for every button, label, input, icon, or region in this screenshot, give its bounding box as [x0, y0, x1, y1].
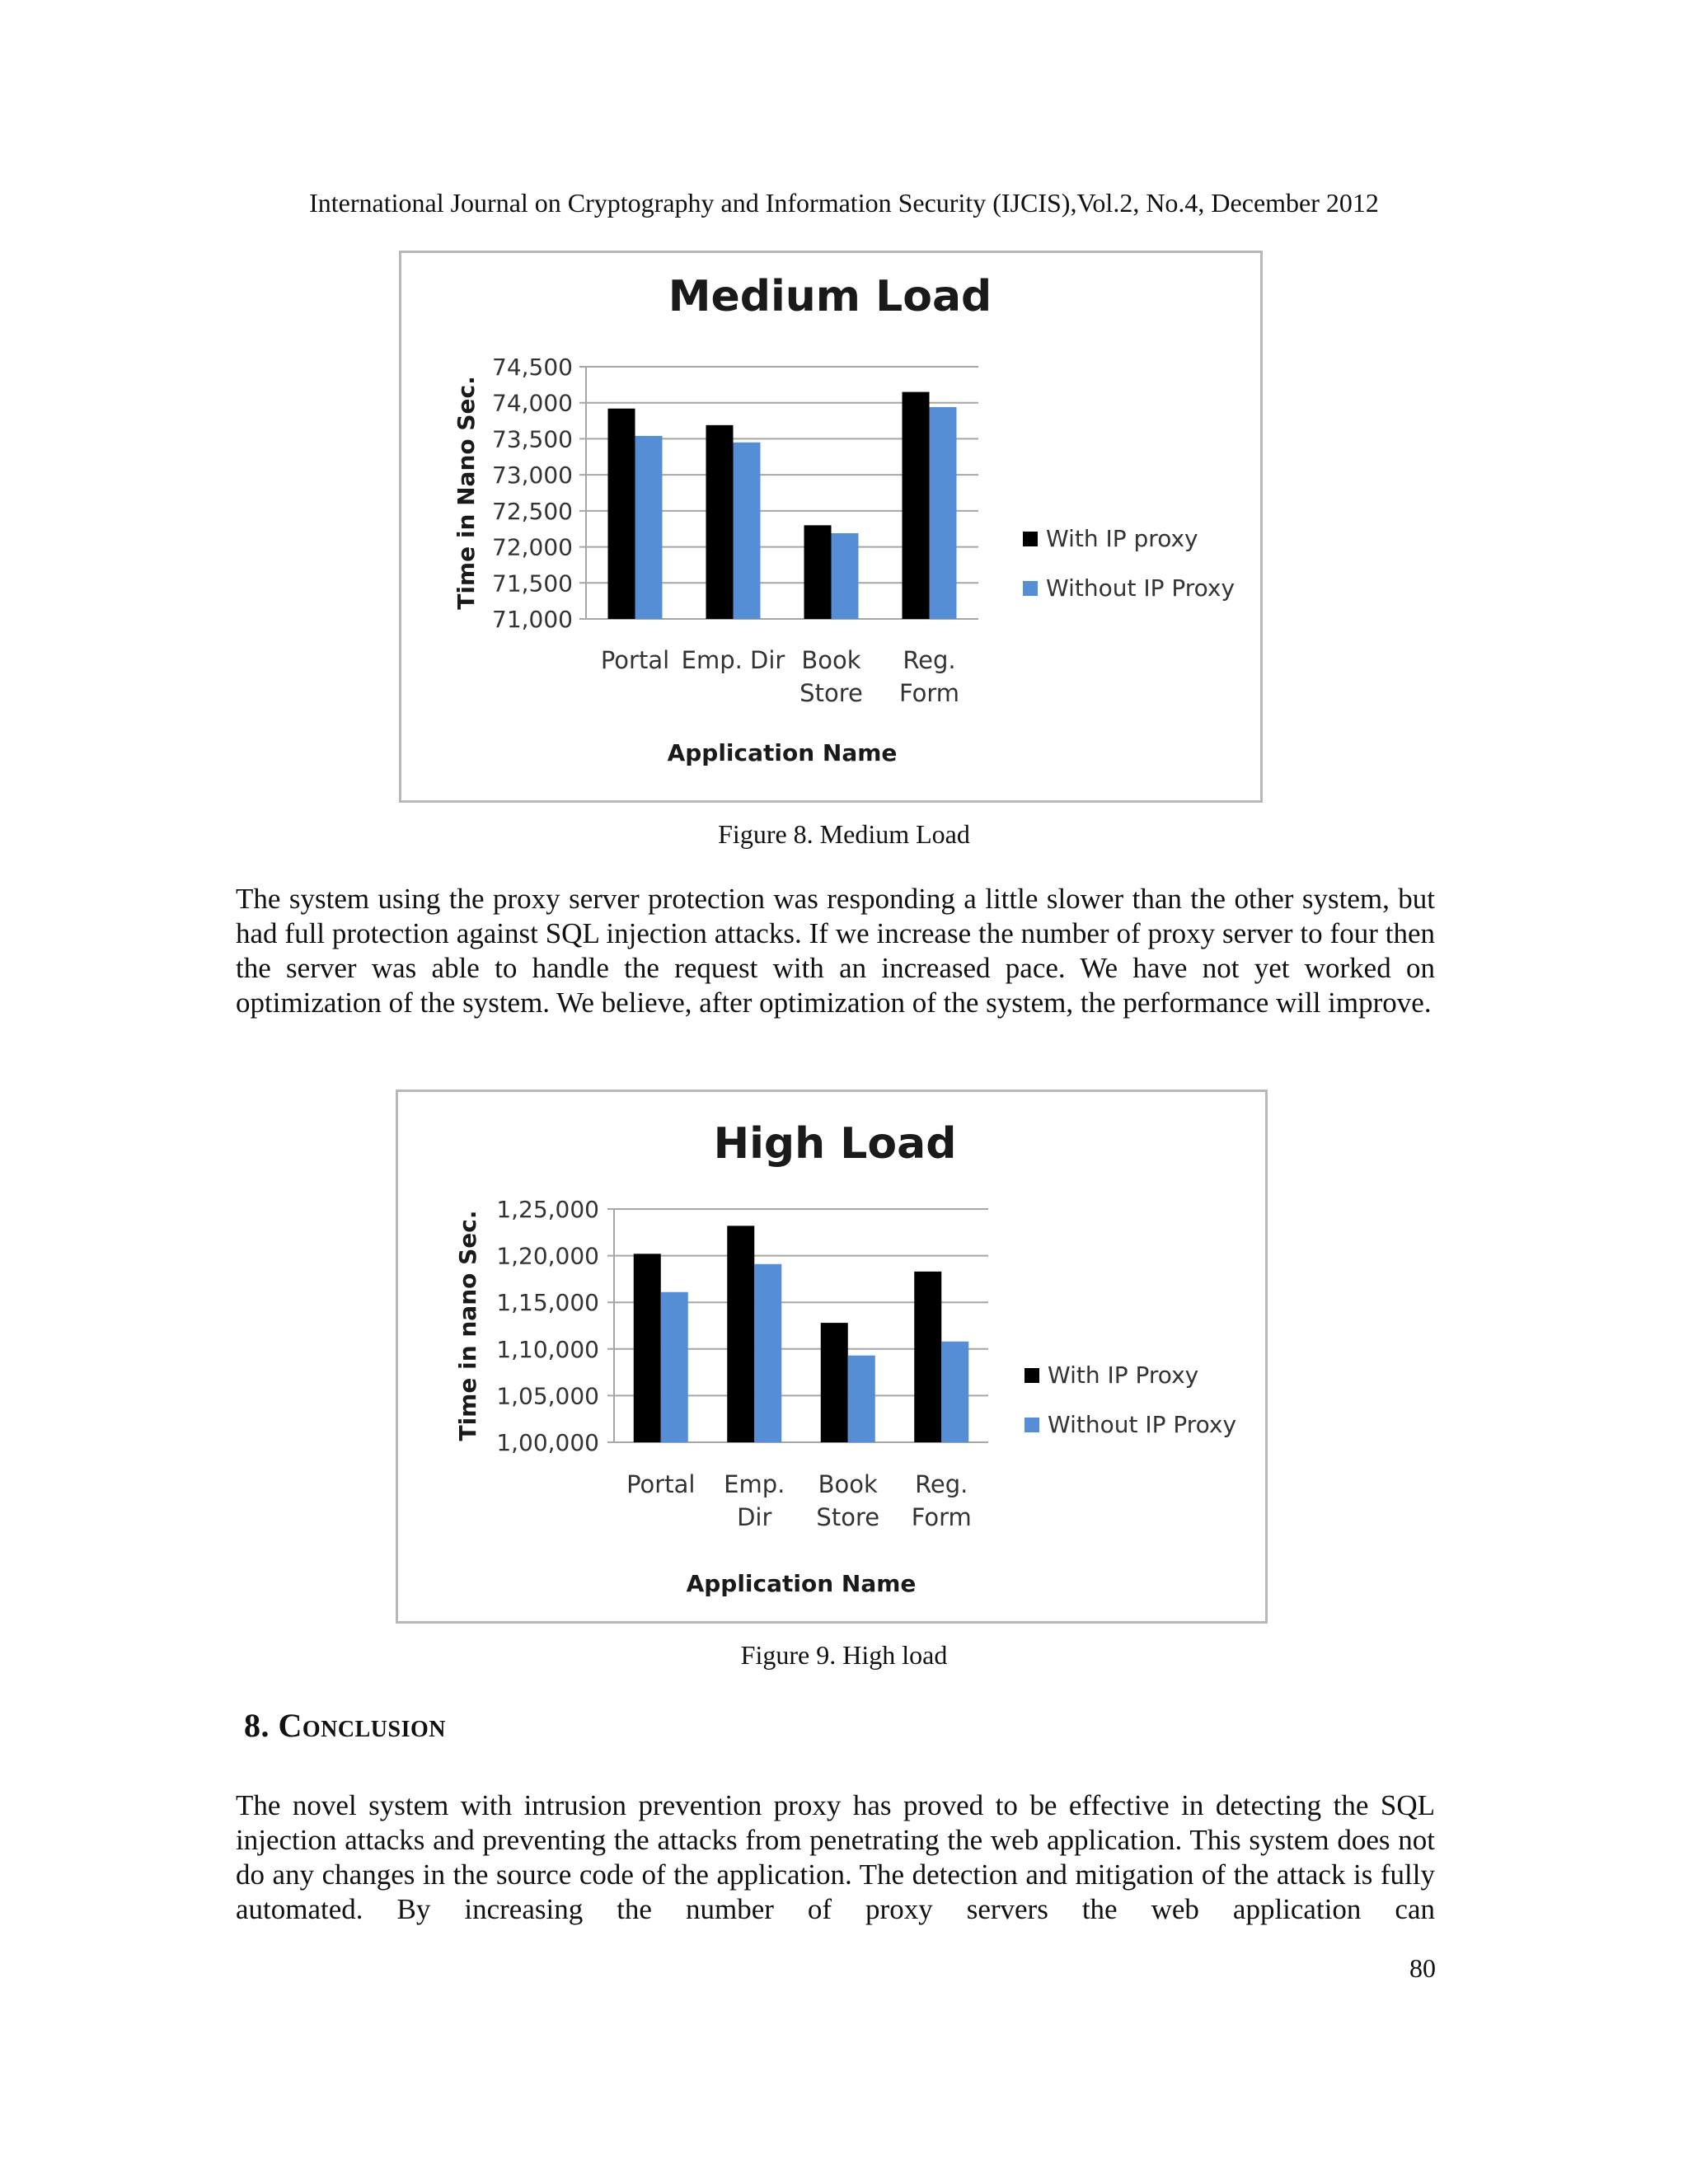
y-tick-label: 1,25,000 — [496, 1196, 599, 1223]
high-load-chart — [398, 1092, 1270, 1626]
legend-swatch — [1025, 1368, 1039, 1383]
y-tick-label: 71,000 — [492, 606, 573, 633]
y-tick-label: 72,000 — [492, 533, 573, 561]
y-tick-label: 1,00,000 — [496, 1429, 599, 1456]
x-category-label: Form — [911, 1503, 972, 1531]
bar-without-proxy — [930, 407, 957, 619]
y-tick-label: 72,500 — [492, 497, 573, 525]
section-heading-conclusion: 8. Conclusion — [244, 1707, 446, 1744]
bar-without-proxy — [734, 443, 761, 619]
x-category-label: Emp. Dir — [681, 646, 785, 674]
x-category-label: Book — [801, 646, 861, 674]
y-tick-label: 73,500 — [492, 425, 573, 453]
legend-label: Without IP Proxy — [1046, 574, 1236, 602]
y-tick-label: 1,10,000 — [496, 1335, 599, 1363]
legend-swatch — [1023, 581, 1038, 596]
figure-medium-load — [399, 251, 1263, 803]
y-tick-label: 1,05,000 — [496, 1382, 599, 1410]
x-category-label: Store — [816, 1503, 880, 1531]
y-tick-label: 71,500 — [492, 569, 573, 598]
figure-9-caption: Figure 9. High load — [740, 1640, 948, 1670]
conclusion-paragraph: The novel system with intrusion prevention proxy has proved to be effective in detecting the SQL injection attacks and preventing the attacks from penetrating the web application. This system does not do any changes in the source code of the application. The detection and mitigation of the attack is fully automated. By increasing the number of proxy servers the web application can — [236, 1789, 1435, 1925]
bar-with-proxy — [903, 392, 930, 619]
bar-with-proxy — [727, 1226, 754, 1442]
bar-without-proxy — [754, 1264, 781, 1442]
bar-without-proxy — [661, 1292, 688, 1442]
x-category-label: Store — [799, 679, 863, 707]
legend-swatch — [1023, 532, 1038, 546]
y-tick-label: 73,000 — [492, 462, 573, 490]
y-tick-label: 74,500 — [492, 354, 573, 381]
x-category-label: Reg. — [915, 1470, 968, 1498]
x-category-label: Dir — [737, 1503, 772, 1531]
legend-label: With IP Proxy — [1048, 1361, 1199, 1389]
figure-8-caption: Figure 8. Medium Load — [718, 819, 970, 849]
bar-with-proxy — [821, 1323, 848, 1442]
x-category-label: Portal — [626, 1470, 696, 1498]
y-tick-label: 1,20,000 — [496, 1242, 599, 1270]
x-axis-title: Application Name — [686, 1570, 917, 1597]
bar-without-proxy — [941, 1342, 968, 1442]
y-tick-label: 74,000 — [492, 389, 573, 417]
bar-with-proxy — [804, 525, 832, 619]
page-number: 80 — [1409, 1953, 1436, 1983]
legend-swatch — [1025, 1418, 1039, 1432]
medium-load-chart — [401, 253, 1265, 805]
bar-without-proxy — [635, 436, 663, 619]
x-category-label: Reg. — [903, 646, 956, 674]
figure-high-load — [396, 1090, 1268, 1624]
bar-without-proxy — [848, 1356, 875, 1442]
results-paragraph: The system using the proxy server protection was responding a little slower than the other system, but had full protection against SQL injection attacks. If we increase the number of proxy server to four then the server was able to handle the request with an increased pace. We have not yet worked on optimization of the system. We believe, after optimization of the system, the performance will improve. — [236, 883, 1435, 1019]
bar-with-proxy — [914, 1272, 941, 1442]
y-tick-label: 1,15,000 — [496, 1289, 599, 1317]
x-category-label: Form — [898, 679, 960, 707]
y-axis-title: Time in Nano Sec. — [452, 376, 480, 610]
chart-title: High Load — [713, 1119, 957, 1169]
bar-with-proxy — [608, 409, 635, 619]
bar-with-proxy — [634, 1254, 661, 1442]
x-category-label: Portal — [600, 646, 670, 674]
legend-label: With IP proxy — [1046, 525, 1198, 552]
chart-title: Medium Load — [668, 272, 992, 321]
y-axis-title: Time in nano Sec. — [454, 1210, 481, 1441]
x-axis-title: Application Name — [667, 739, 898, 766]
legend-label: Without IP Proxy — [1048, 1411, 1237, 1438]
bar-without-proxy — [832, 533, 859, 619]
bar-with-proxy — [706, 425, 734, 619]
x-category-label: Book — [818, 1470, 878, 1498]
running-header: International Journal on Cryptography and Information Security (IJCIS),Vol.2, No.4, December 2012 — [309, 188, 1379, 218]
x-category-label: Emp. — [724, 1470, 785, 1498]
